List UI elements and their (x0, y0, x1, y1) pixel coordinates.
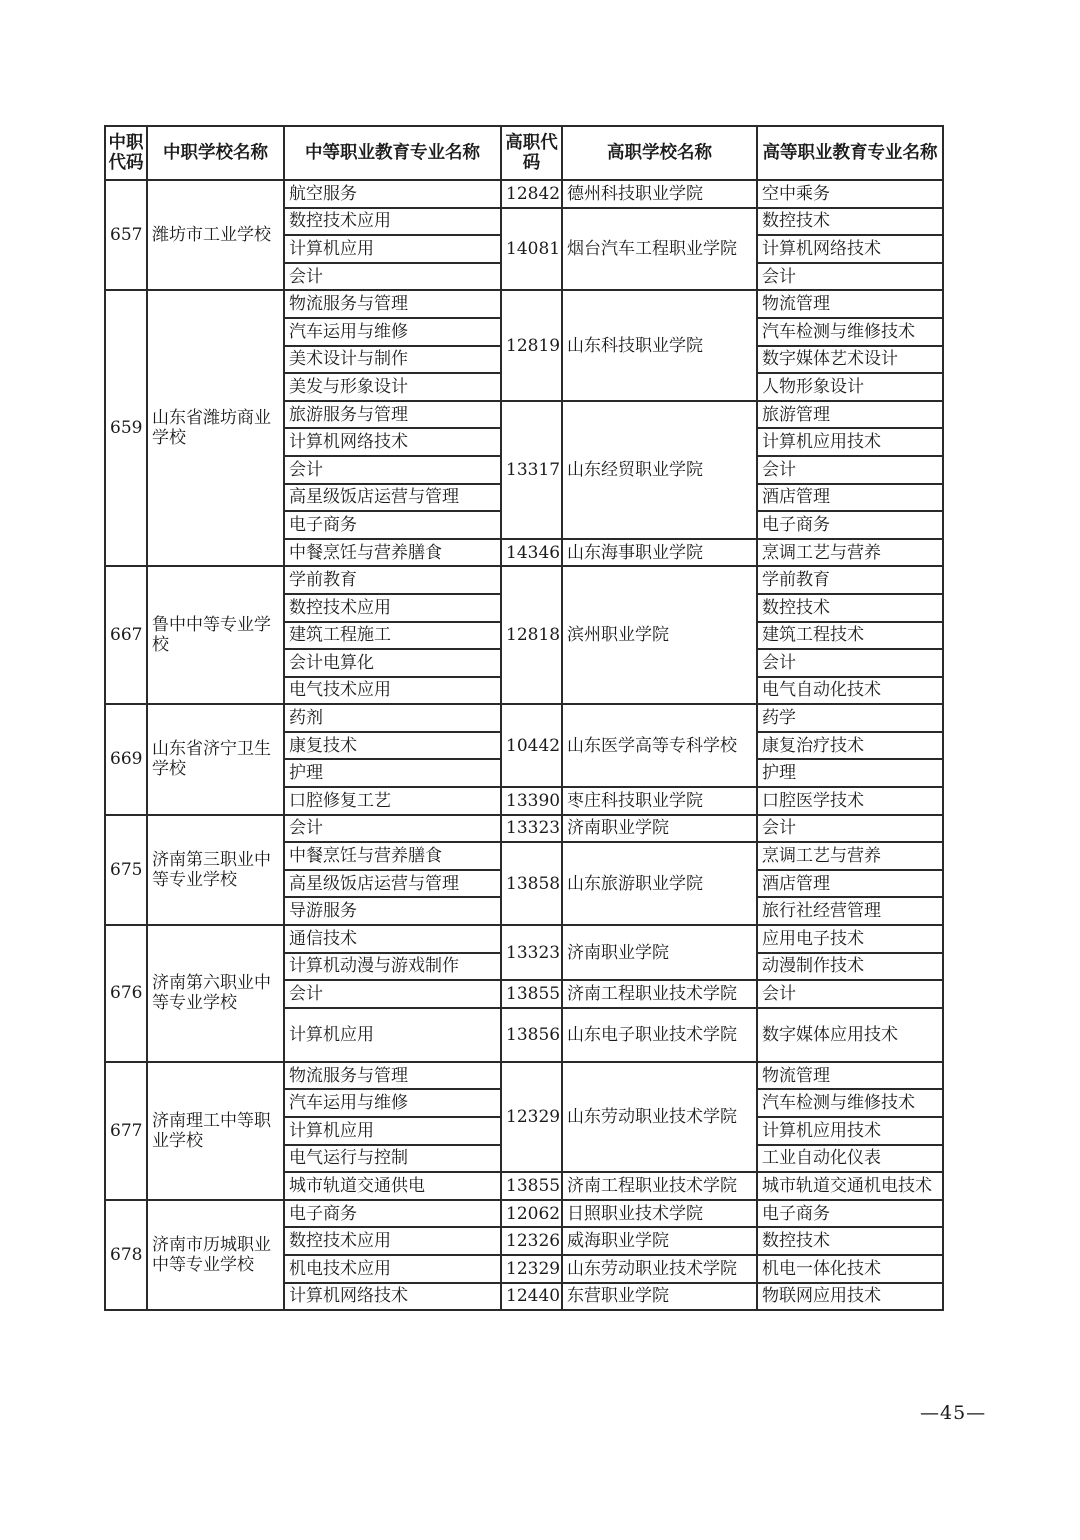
gz-school-cell: 威海职业学院 (562, 1227, 757, 1255)
zz-major-cell: 美发与形象设计 (284, 373, 501, 401)
zz-major-cell: 导游服务 (284, 897, 501, 925)
gz-code-cell: 13323 (501, 925, 562, 980)
gz-major-cell: 数控技术 (757, 594, 943, 622)
gz-major-cell: 药学 (757, 704, 943, 732)
gz-major-cell: 汽车检测与维修技术 (757, 318, 943, 346)
header-zz-school: 中职学校名称 (147, 126, 284, 180)
zz-major-cell: 计算机动漫与游戏制作 (284, 953, 501, 981)
zz-school-cell: 山东省济宁卫生学校 (147, 704, 284, 814)
gz-code-cell: 12329 (501, 1255, 562, 1283)
gz-school-cell: 济南职业学院 (562, 815, 757, 843)
gz-code-cell: 14346 (501, 539, 562, 567)
gz-code-cell: 10442 (501, 704, 562, 787)
gz-school-cell: 枣庄科技职业学院 (562, 787, 757, 815)
zz-school-cell: 济南第三职业中等专业学校 (147, 815, 284, 925)
zz-code-cell: 659 (105, 290, 147, 566)
header-zz-major: 中等职业教育专业名称 (284, 126, 501, 180)
zz-major-cell: 计算机网络技术 (284, 1283, 501, 1311)
zz-major-cell: 物流服务与管理 (284, 290, 501, 318)
gz-major-cell: 电子商务 (757, 1200, 943, 1228)
gz-major-cell: 电气自动化技术 (757, 677, 943, 705)
gz-major-cell: 数控技术 (757, 208, 943, 236)
zz-major-cell: 中餐烹饪与营养膳食 (284, 539, 501, 567)
zz-major-cell: 计算机应用 (284, 235, 501, 263)
page-number: —45— (920, 1402, 987, 1424)
gz-code-cell: 12842 (501, 180, 562, 208)
gz-major-cell: 旅行社经营管理 (757, 897, 943, 925)
zz-major-cell: 电气技术应用 (284, 677, 501, 705)
gz-major-cell: 酒店管理 (757, 484, 943, 512)
header-gz-code: 高职代码 (501, 126, 562, 180)
zz-major-cell: 口腔修复工艺 (284, 787, 501, 815)
gz-code-cell: 14081 (501, 208, 562, 291)
gz-major-cell: 建筑工程技术 (757, 622, 943, 650)
zz-major-cell: 计算机应用 (284, 1008, 501, 1062)
gz-major-cell: 人物形象设计 (757, 373, 943, 401)
zz-major-cell: 会计 (284, 456, 501, 484)
gz-school-cell: 济南工程职业技术学院 (562, 980, 757, 1008)
gz-code-cell: 13855 (501, 980, 562, 1008)
gz-school-cell: 山东劳动职业技术学院 (562, 1062, 757, 1172)
zz-major-cell: 会计 (284, 980, 501, 1008)
zz-major-cell: 电子商务 (284, 511, 501, 539)
zz-major-cell: 康复技术 (284, 732, 501, 760)
gz-school-cell: 山东旅游职业学院 (562, 842, 757, 925)
gz-code-cell: 12819 (501, 290, 562, 400)
gz-school-cell: 山东电子职业技术学院 (562, 1008, 757, 1062)
table-row (105, 566, 943, 594)
gz-major-cell: 工业自动化仪表 (757, 1145, 943, 1173)
gz-school-cell: 山东医学高等专科学校 (562, 704, 757, 787)
gz-major-cell: 计算机应用技术 (757, 428, 943, 456)
gz-school-cell: 德州科技职业学院 (562, 180, 757, 208)
zz-major-cell: 美术设计与制作 (284, 346, 501, 374)
gz-major-cell: 应用电子技术 (757, 925, 943, 953)
header-gz-major: 高等职业教育专业名称 (757, 126, 943, 180)
gz-school-cell: 济南职业学院 (562, 925, 757, 980)
gz-code-cell: 13390 (501, 787, 562, 815)
gz-school-cell: 烟台汽车工程职业学院 (562, 208, 757, 291)
zz-school-cell: 济南第六职业中等专业学校 (147, 925, 284, 1062)
zz-code-cell: 657 (105, 180, 147, 290)
gz-major-cell: 会计 (757, 649, 943, 677)
gz-major-cell: 会计 (757, 815, 943, 843)
gz-major-cell: 会计 (757, 980, 943, 1008)
zz-code-cell: 669 (105, 704, 147, 814)
gz-major-cell: 计算机应用技术 (757, 1117, 943, 1145)
gz-major-cell: 数字媒体艺术设计 (757, 346, 943, 374)
zz-major-cell: 计算机应用 (284, 1117, 501, 1145)
zz-code-cell: 676 (105, 925, 147, 1062)
zz-school-cell: 济南市历城职业中等专业学校 (147, 1200, 284, 1310)
zz-major-cell: 药剂 (284, 704, 501, 732)
gz-major-cell: 物流管理 (757, 290, 943, 318)
gz-major-cell: 数控技术 (757, 1227, 943, 1255)
zz-major-cell: 数控技术应用 (284, 594, 501, 622)
table-row (105, 290, 943, 318)
gz-school-cell: 山东科技职业学院 (562, 290, 757, 400)
table-row (105, 704, 943, 732)
gz-code-cell: 12440 (501, 1283, 562, 1311)
zz-major-cell: 计算机网络技术 (284, 428, 501, 456)
gz-code-cell: 12062 (501, 1200, 562, 1228)
zz-major-cell: 高星级饭店运营与管理 (284, 484, 501, 512)
gz-code-cell: 12326 (501, 1227, 562, 1255)
articulation-table (104, 125, 944, 1311)
gz-school-cell: 东营职业学院 (562, 1283, 757, 1311)
gz-major-cell: 烹调工艺与营养 (757, 539, 943, 567)
zz-major-cell: 电子商务 (284, 1200, 501, 1228)
zz-code-cell: 677 (105, 1062, 147, 1200)
zz-code-cell: 675 (105, 815, 147, 925)
gz-school-cell: 日照职业技术学院 (562, 1200, 757, 1228)
table-row (105, 1200, 943, 1228)
table-row (105, 815, 943, 843)
gz-code-cell: 12818 (501, 566, 562, 704)
gz-major-cell: 空中乘务 (757, 180, 943, 208)
gz-major-cell: 口腔医学技术 (757, 787, 943, 815)
zz-major-cell: 城市轨道交通供电 (284, 1172, 501, 1200)
gz-major-cell: 电子商务 (757, 511, 943, 539)
zz-major-cell: 汽车运用与维修 (284, 1089, 501, 1117)
zz-major-cell: 会计 (284, 263, 501, 291)
zz-major-cell: 机电技术应用 (284, 1255, 501, 1283)
gz-code-cell: 13317 (501, 401, 562, 539)
table-header-row (105, 126, 943, 180)
gz-code-cell: 13323 (501, 815, 562, 843)
gz-major-cell: 计算机网络技术 (757, 235, 943, 263)
gz-code-cell: 13856 (501, 1008, 562, 1062)
zz-school-cell: 山东省潍坊商业学校 (147, 290, 284, 566)
table-row (105, 1062, 943, 1090)
gz-major-cell: 物流管理 (757, 1062, 943, 1090)
zz-major-cell: 通信技术 (284, 925, 501, 953)
gz-major-cell: 会计 (757, 263, 943, 291)
zz-major-cell: 物流服务与管理 (284, 1062, 501, 1090)
gz-major-cell: 烹调工艺与营养 (757, 842, 943, 870)
gz-school-cell: 济南工程职业技术学院 (562, 1172, 757, 1200)
gz-code-cell: 13858 (501, 842, 562, 925)
gz-school-cell: 山东劳动职业技术学院 (562, 1255, 757, 1283)
zz-school-cell: 潍坊市工业学校 (147, 180, 284, 290)
table-row (105, 925, 943, 953)
gz-major-cell: 康复治疗技术 (757, 732, 943, 760)
gz-major-cell: 护理 (757, 759, 943, 787)
gz-major-cell: 汽车检测与维修技术 (757, 1089, 943, 1117)
zz-major-cell: 会计电算化 (284, 649, 501, 677)
table-body (105, 180, 943, 1310)
table-row (105, 180, 943, 208)
gz-major-cell: 物联网应用技术 (757, 1283, 943, 1311)
gz-major-cell: 机电一体化技术 (757, 1255, 943, 1283)
gz-major-cell: 动漫制作技术 (757, 953, 943, 981)
zz-code-cell: 667 (105, 566, 147, 704)
zz-major-cell: 中餐烹饪与营养膳食 (284, 842, 501, 870)
zz-major-cell: 汽车运用与维修 (284, 318, 501, 346)
zz-major-cell: 数控技术应用 (284, 1227, 501, 1255)
zz-major-cell: 会计 (284, 815, 501, 843)
gz-major-cell: 会计 (757, 456, 943, 484)
header-zz-code: 中职代码 (105, 126, 147, 180)
zz-major-cell: 旅游服务与管理 (284, 401, 501, 429)
gz-major-cell: 学前教育 (757, 566, 943, 594)
zz-major-cell: 建筑工程施工 (284, 622, 501, 650)
zz-code-cell: 678 (105, 1200, 147, 1310)
gz-code-cell: 13855 (501, 1172, 562, 1200)
gz-code-cell: 12329 (501, 1062, 562, 1172)
zz-major-cell: 航空服务 (284, 180, 501, 208)
zz-school-cell: 鲁中中等专业学校 (147, 566, 284, 704)
gz-major-cell: 数字媒体应用技术 (757, 1008, 943, 1062)
zz-major-cell: 高星级饭店运营与管理 (284, 870, 501, 898)
gz-school-cell: 山东海事职业学院 (562, 539, 757, 567)
zz-major-cell: 护理 (284, 759, 501, 787)
gz-major-cell: 城市轨道交通机电技术 (757, 1172, 943, 1200)
zz-major-cell: 学前教育 (284, 566, 501, 594)
zz-major-cell: 电气运行与控制 (284, 1145, 501, 1173)
gz-major-cell: 旅游管理 (757, 401, 943, 429)
zz-major-cell: 数控技术应用 (284, 208, 501, 236)
header-gz-school: 高职学校名称 (562, 126, 757, 180)
gz-school-cell: 滨州职业学院 (562, 566, 757, 704)
gz-school-cell: 山东经贸职业学院 (562, 401, 757, 539)
gz-major-cell: 酒店管理 (757, 870, 943, 898)
zz-school-cell: 济南理工中等职业学校 (147, 1062, 284, 1200)
